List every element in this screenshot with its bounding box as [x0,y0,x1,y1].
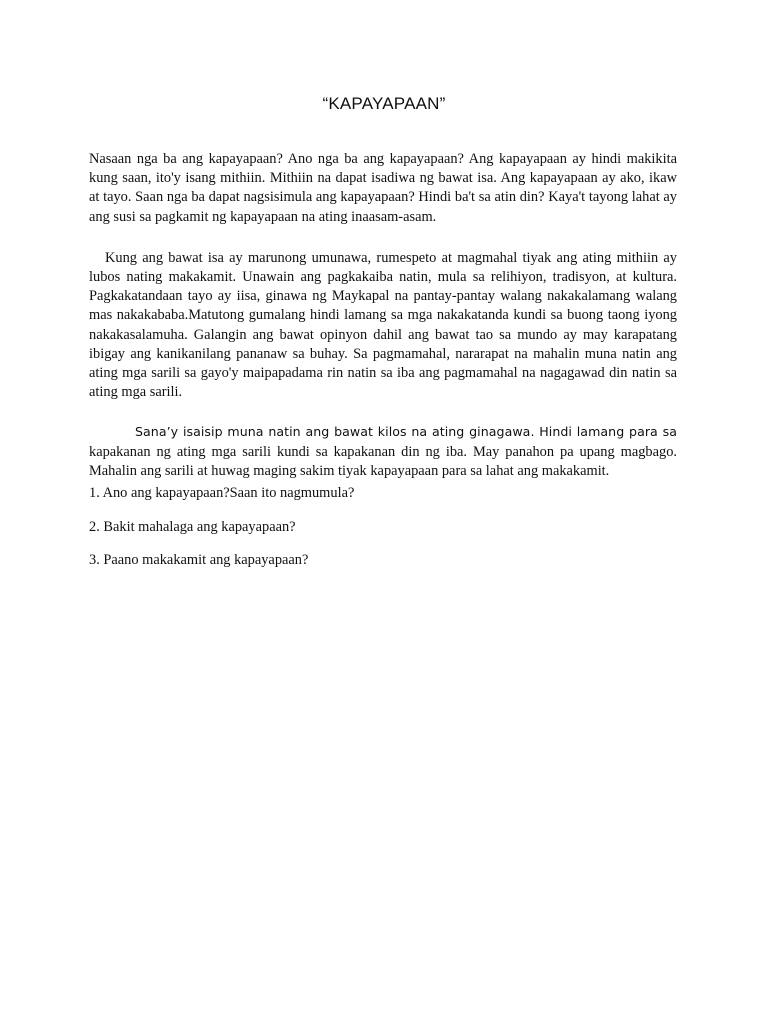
paragraph-3 [89,422,677,481]
question-2: 2. Bakit mahalaga ang kapayapaan? [89,519,296,535]
document-body [89,150,677,481]
paragraph-2: Kung ang bawat isa ay marunong umunawa, rumespeto at magmahal tiyak ang ating mithiin ay lubos nating makakamit. Unawain ang pagkakaiba natin, mula sa relihiyon, tradisyon, at kultura. Pagkakatandaan tayo ay iisa, ginawa ng Maykapal na pantay-pantay walang nakakalamang walang mas nakakababa.Matutong gumalang hindi lamang sa mga nakakatanda kundi sa buong taong iyong nakakasalamuha. Galangin ang bawat opinyon dahil ang bawat tao sa mundo ay may karapatang ibigay ang kanikanilang pananaw sa buhay. Sa pagmamahal, nararapat na mahalin muna natin ang ating mga sarili sa gayo'y maipapadama rin natin sa iba ang pagmamahal na nagagawad din natin sa ating mga sarili. [89,249,677,401]
paragraph-3-rest: kapakanan ng ating mga sarili kundi sa kapakanan din ng iba. May panahon pa upang magbago. Mahalin ang sarili at huwag maging sakim tiyak kapayapaan para sa lahat ang makakamit. [89,443,677,479]
document-title: “KAPAYAPAAN” [322,94,446,113]
paragraph-1: Nasaan nga ba ang kapayapaan? Ano nga ba ang kapayapaan? Ang kapayapaan ay hindi makikita kung saan, ito'y isang mithiin. Mithiin na dapat isadiwa ng bawat isa. Ang kapayapaan ay ako, ikaw at tayo. Saan nga ba dapat nagsisimula ang kapayapaan? Hindi ba't sa atin din? Kaya't tayong lahat ay ang susi sa pagkamit ng kapayapaan na ating inaasam-asam. [89,151,677,225]
paragraph-3-first-line: Sana’y isaisip muna natin ang bawat kilos na ating ginagawa. Hindi lamang para sa [135,424,677,440]
question-1: 1. Ano ang kapayapaan?Saan ito nagmumula? [89,485,355,501]
question-3: 3. Paano makakamit ang kapayapaan? [89,552,309,568]
